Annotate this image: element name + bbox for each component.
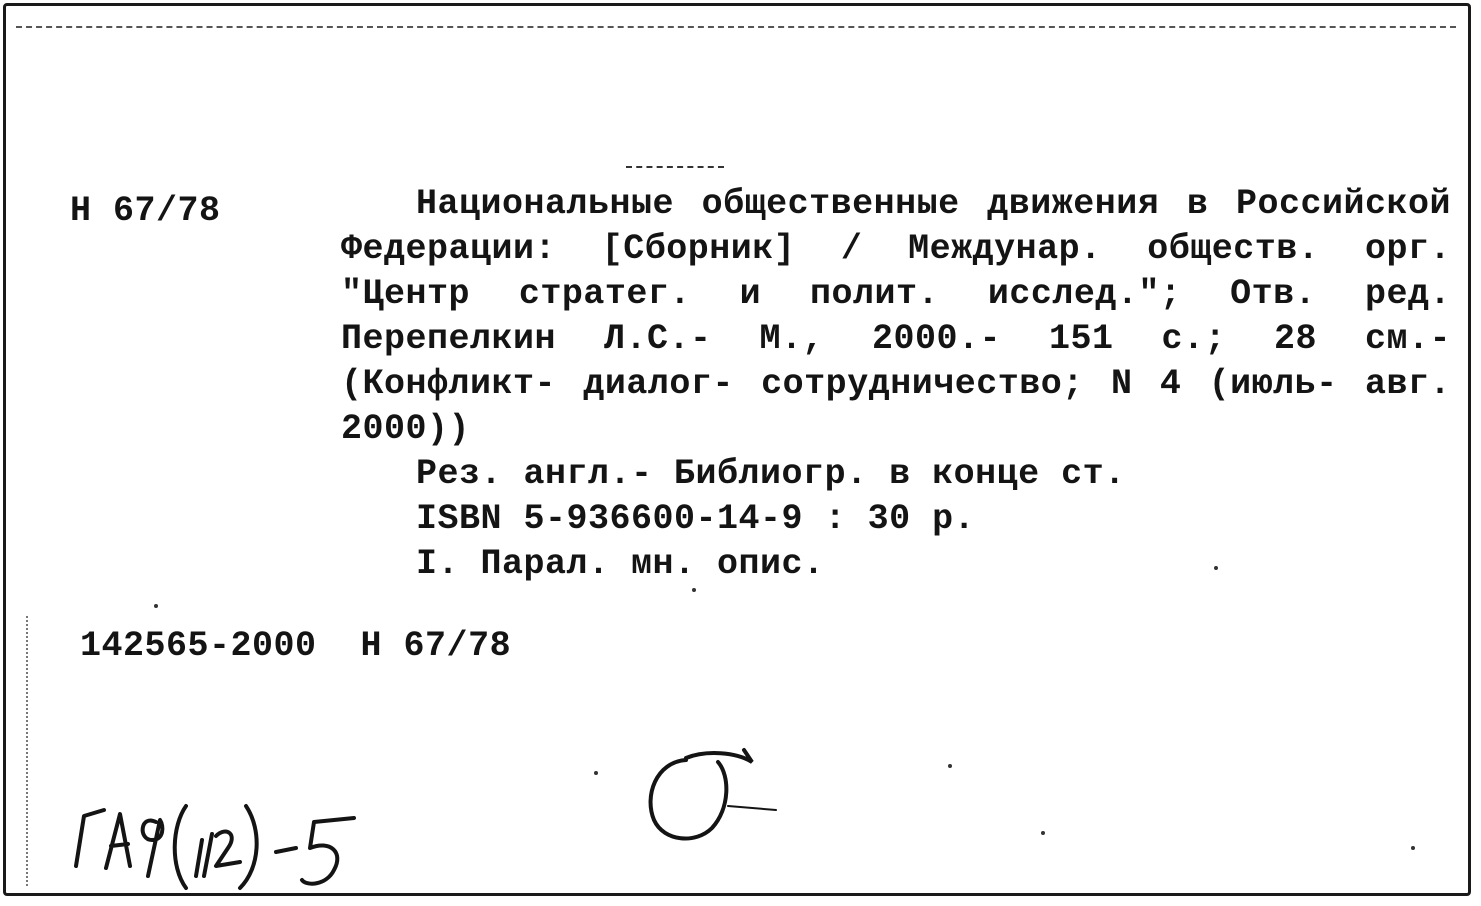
catalog-card (3, 3, 1471, 896)
stamp-circle-mark (626, 736, 796, 866)
speck (1214, 566, 1218, 570)
hw-digit-1 (196, 834, 212, 876)
left-edge-dots (26, 616, 28, 886)
hw-dash (276, 848, 296, 852)
isbn-line: ISBN 5-936600-14-9 : 30 р. (416, 499, 976, 539)
inventory-number: 142565-2000 (80, 626, 317, 666)
circle-tail-line (728, 806, 776, 810)
speck (692, 588, 696, 592)
short-dash-mark (626, 166, 724, 168)
speck (154, 604, 158, 608)
shelf-mark: Н 67/78 (70, 191, 221, 231)
title-paragraph: Национальные общественные движения в Российской Федерации: [Сборник] / Междунар. обществ. орг. "Центр стратег. и полит. исслед."; Отв. ред. Перепелкин Л.С.- М., 2000.- 151 с.; 28 см.- (Конфликт- диалог- сотрудничество; N 4 (июль- авг. 2000)) (341, 184, 1451, 449)
speck (1041, 831, 1045, 835)
note-summary: Рез. англ.- Библиогр. в конце ст. (416, 454, 1126, 494)
hw-letter-a (106, 814, 130, 868)
top-dashed-line (16, 26, 1456, 28)
hw-paren-open (175, 806, 186, 888)
speck (594, 771, 598, 775)
hw-digit-2 (216, 832, 240, 866)
hw-digit-5 (302, 818, 354, 884)
inventory-shelf-mark: Н 67/78 (360, 626, 512, 666)
handwritten-code (56, 796, 436, 896)
subject-line: I. Парал. мн. опис. (416, 544, 825, 584)
hw-letter-g (76, 810, 104, 866)
bibliographic-entry (341, 182, 1451, 587)
hw-digit-9 (143, 820, 163, 876)
speck (948, 764, 952, 768)
hw-paren-close (240, 806, 257, 888)
circle-stroke (651, 760, 727, 838)
circle-tail-top (686, 750, 752, 762)
speck (1411, 846, 1415, 850)
inventory-line (80, 624, 511, 669)
